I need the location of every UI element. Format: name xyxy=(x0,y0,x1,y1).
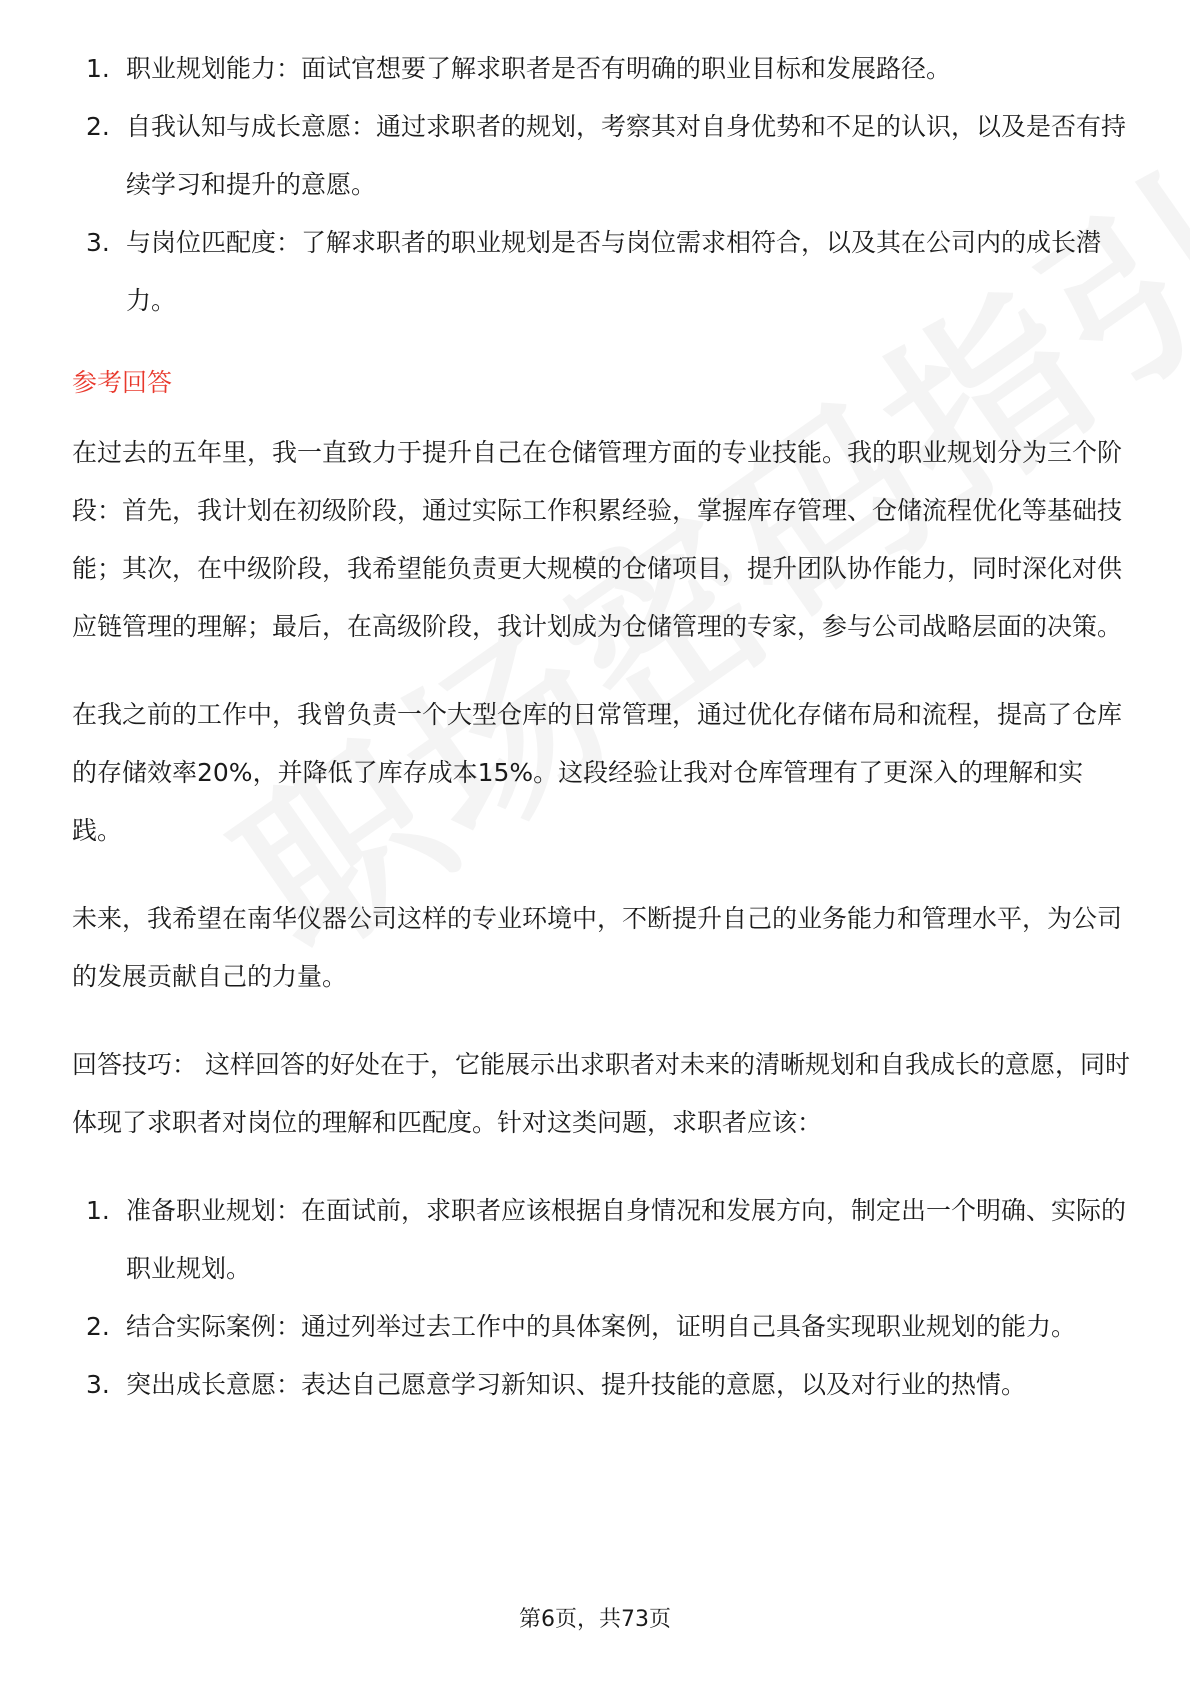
tips-list xyxy=(72,1182,1132,1414)
list-item xyxy=(72,98,1132,214)
list-item xyxy=(72,1182,1132,1298)
list-item-number: 1. xyxy=(86,1196,110,1225)
section-title: 参考回答 xyxy=(72,368,173,397)
list-item xyxy=(72,1356,1132,1414)
list-item xyxy=(72,214,1132,330)
list-item-number: 3. xyxy=(86,228,110,257)
list-item-number: 1. xyxy=(86,54,110,83)
intro-list xyxy=(72,40,1132,330)
paragraph: 回答技巧： 这样回答的好处在于，它能展示出求职者对未来的清晰规划和自我成长的意愿，同时体现了求职者对岗位的理解和匹配度。针对这类问题，求职者应该： xyxy=(72,1050,1130,1137)
document-page xyxy=(72,40,1132,1414)
list-item-number: 3. xyxy=(86,1370,110,1399)
list-item-text: 突出成长意愿：表达自己愿意学习新知识、提升技能的意愿，以及对行业的热情。 xyxy=(126,1370,1027,1399)
list-item-text: 结合实际案例：通过列举过去工作中的具体案例，证明自己具备实现职业规划的能力。 xyxy=(126,1312,1077,1341)
list-item-number: 2. xyxy=(86,112,110,141)
list-item-text: 准备职业规划：在面试前，求职者应该根据自身情况和发展方向，制定出一个明确、实际的职业规划。 xyxy=(126,1196,1127,1283)
list-item xyxy=(72,1298,1132,1356)
paragraph: 未来，我希望在南华仪器公司这样的专业环境中，不断提升自己的业务能力和管理水平，为公司的发展贡献自己的力量。 xyxy=(72,904,1123,991)
list-item-text: 自我认知与成长意愿：通过求职者的规划，考察其对自身优势和不足的认识，以及是否有持续学习和提升的意愿。 xyxy=(126,112,1127,199)
paragraph: 在我之前的工作中，我曾负责一个大型仓库的日常管理，通过优化存储布局和流程，提高了仓库的存储效率20%，并降低了库存成本15%。这段经验让我对仓库管理有了更深入的理解和实践。 xyxy=(72,700,1123,845)
list-item-text: 职业规划能力：面试官想要了解求职者是否有明确的职业目标和发展路径。 xyxy=(126,54,952,83)
list-item-number: 2. xyxy=(86,1312,110,1341)
list-item xyxy=(72,40,1132,98)
paragraph: 在过去的五年里，我一直致力于提升自己在仓储管理方面的专业技能。我的职业规划分为三个阶段：首先，我计划在初级阶段，通过实际工作积累经验，掌握库存管理、仓储流程优化等基础技能；其次，在中级阶段，我希望能负责更大规模的仓储项目，提升团队协作能力，同时深化对供应链管理的理解；最后，在高级阶段，我计划成为仓储管理的专家，参与公司战略层面的决策。 xyxy=(72,438,1123,641)
page-footer: 第6页，共73页 xyxy=(519,1607,671,1632)
list-item-text: 与岗位匹配度：了解求职者的职业规划是否与岗位需求相符合，以及其在公司内的成长潜力。 xyxy=(126,228,1102,315)
